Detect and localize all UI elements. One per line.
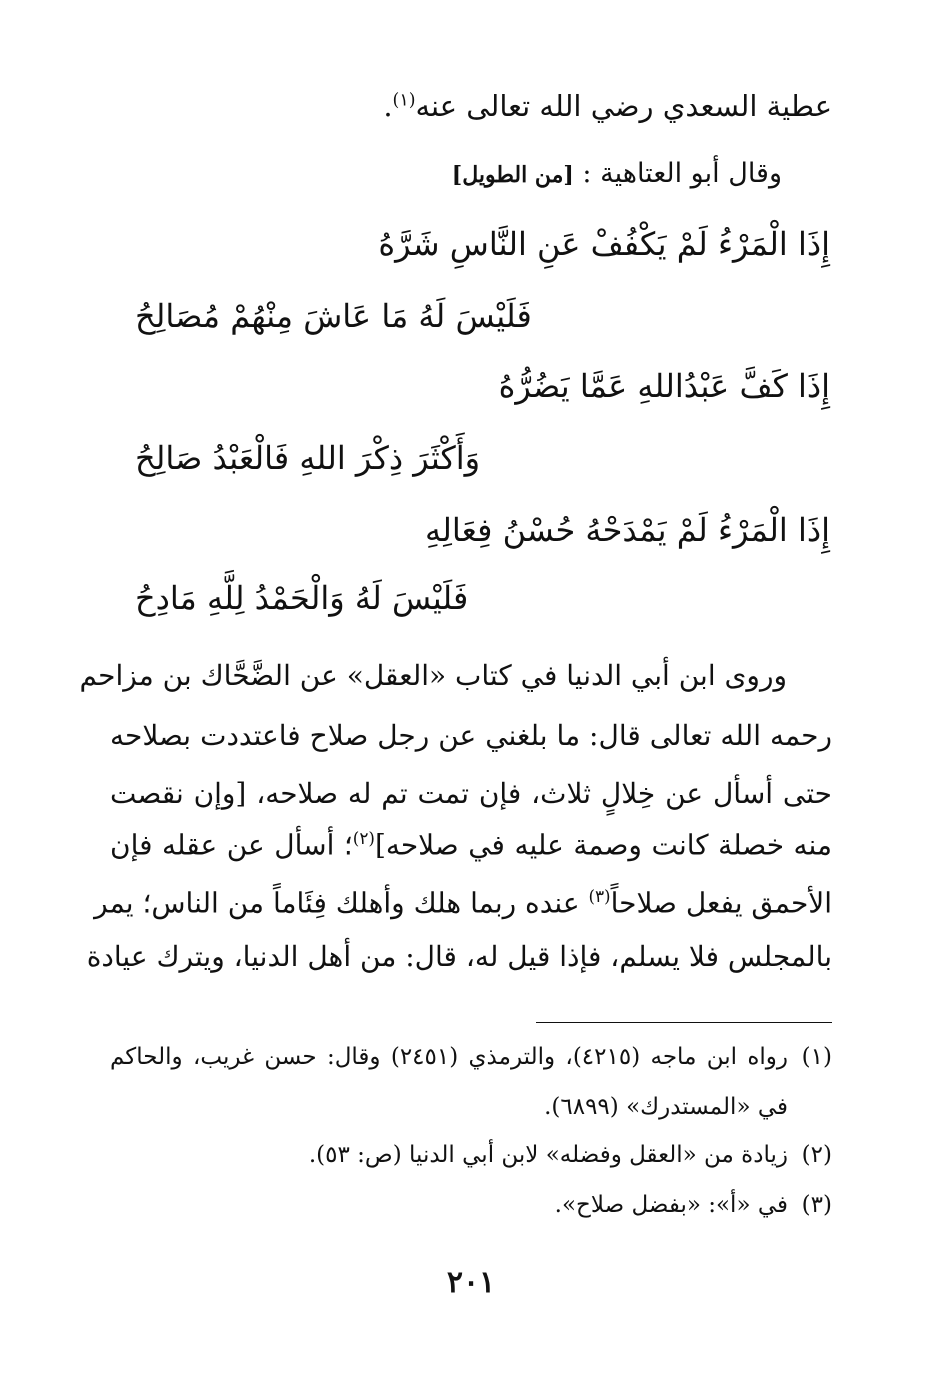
paragraph-line-3: حتى أسأل عن خِلالٍ ثلاث، فإن تمت تم له صلاحه، [وإن نقصت xyxy=(110,777,832,810)
footnote-2-text: زيادة من «العقل وفضله» لابن أبي الدنيا (ص: ٥٣). xyxy=(308,1142,788,1168)
verse-5: إِذَا الْمَرْءُ لَمْ يَمْدَحْهُ حُسْنُ فِعَالِهِ xyxy=(425,511,830,549)
paragraph-line-6: بالمجلس فلا يسلم، فإذا قيل له، قال: من أهل الدنيا، ويترك عيادة xyxy=(86,940,832,973)
verse-3: إِذَا كَفَّ عَبْدُاللهِ عَمَّا يَضُرُّهُ xyxy=(498,367,830,405)
paragraph-line-4-start: منه خصلة كانت وصمة عليه في صلاحه] xyxy=(374,828,832,862)
verse-2: فَلَيْسَ لَهُ مَا عَاشَ مِنْهُمْ مُصَالِحُ xyxy=(135,297,532,335)
paragraph-line-5 xyxy=(94,886,832,920)
footnote-separator xyxy=(536,1022,832,1023)
footnote-3-number: (٣) xyxy=(801,1192,832,1218)
footnote-3 xyxy=(555,1194,832,1217)
poetic-meter-label: [من الطويل] xyxy=(451,162,574,188)
footnote-ref-3: (٣) xyxy=(588,886,611,906)
verse-1: إِذَا الْمَرْءُ لَمْ يَكْفُفْ عَنِ النَّاسِ شَرَّهُ xyxy=(378,225,830,263)
paragraph-line-5-start: الأحمق يفعل صلاحاً xyxy=(610,886,832,920)
intro-line-1 xyxy=(383,89,832,123)
page-number: ٢٠١ xyxy=(446,1265,496,1300)
paragraph-line-1: وروى ابن أبي الدنيا في كتاب «العقل» عن الضَّحَّاك بن مزاحم xyxy=(79,659,787,692)
footnote-3-text: في «أ»: «بفضل صلاح». xyxy=(554,1192,788,1218)
footnote-ref-2: (٢) xyxy=(352,828,375,848)
intro-line-2 xyxy=(452,160,782,187)
footnote-1-number: (١) xyxy=(801,1044,832,1070)
paragraph-line-4 xyxy=(110,828,832,862)
footnote-2 xyxy=(309,1144,832,1167)
verse-6: فَلَيْسَ لَهُ وَالْحَمْدُ لِلَّهِ مَادِحُ xyxy=(135,579,469,617)
intro-line-1-end: . xyxy=(383,89,393,123)
paragraph-line-4-end: ؛ أسأل عن عقله فإن xyxy=(110,828,353,862)
footnote-ref-1: (١) xyxy=(392,90,416,111)
verse-4: وَأَكْثَرَ ذِكْرَ اللهِ فَالْعَبْدُ صَالِحُ xyxy=(135,439,481,477)
paragraph-line-5-end: عنده ربما هلك وأهلك فِئَاماً من الناس؛ يمر xyxy=(94,886,589,920)
footnote-1-continuation: في «المستدرك» (٦٨٩٩). xyxy=(544,1094,788,1120)
paragraph-line-2: رحمه الله تعالى قال: ما بلغني عن رجل صلاح فاعتددت بصلاحه xyxy=(110,719,832,752)
footnote-1-text: رواه ابن ماجه (٤٢١٥)، والترمذي (٢٤٥١) وقال: حسن غريب، والحاكم xyxy=(110,1044,788,1070)
footnote-2-number: (٢) xyxy=(801,1142,832,1168)
poet-intro-text: وقال أبو العتاهية : xyxy=(573,158,782,189)
footnote-1 xyxy=(110,1046,832,1069)
intro-line-1-text: عطية السعدي رضي الله تعالى عنه xyxy=(415,89,832,123)
